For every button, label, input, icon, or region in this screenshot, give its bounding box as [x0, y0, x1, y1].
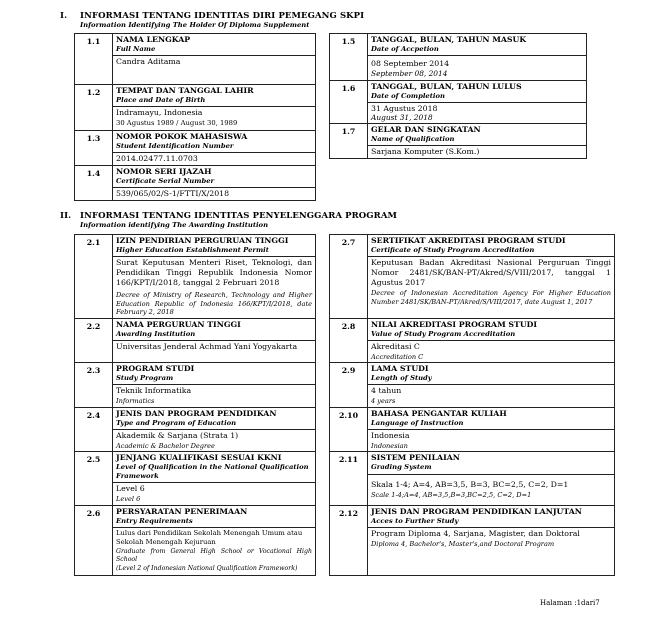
table-row	[330, 80, 587, 124]
field-value-en: Decree of Ministry of Research, Technology and Higher Education Republic of Indonesia 166/KPT/I/2018, date February 2, 2018	[116, 291, 312, 316]
item-number: 2.3	[75, 363, 113, 408]
field-value: Skala 1-4; A=4, AB=3,5, B=3, BC=2,5, C=2, D=1	[371, 480, 569, 489]
field-label-en: Value of Study Program Accreditation	[368, 330, 614, 341]
field-label-en: Certificate Serial Number	[113, 177, 315, 188]
field-value: Program Diploma 4, Sarjana, Magister, dan Doktoral	[371, 528, 580, 538]
section-2-title: II. INFORMASI TENTANG IDENTITAS PENYELENGGARA PROGRAM	[60, 211, 398, 221]
item-number: 2.6	[75, 505, 113, 575]
field-value-en: Diploma 4, Bachelor's, Master's,and Doctoral Program	[371, 539, 555, 548]
field-label-en: Place and Date of Birth	[113, 96, 315, 107]
field-label-en: Language of Instruction	[368, 419, 614, 430]
column-gap	[316, 505, 330, 575]
field-value: Indonesia	[371, 430, 410, 440]
field-label: NAMA PERGURUAN TINGGI	[116, 319, 241, 329]
field-qualification-name	[368, 124, 587, 159]
section-1-number: I.	[60, 11, 68, 21]
column-gap	[316, 318, 330, 363]
field-label: JENIS DAN PROGRAM PENDIDIKAN LANJUTAN	[371, 506, 582, 516]
field-label-en: Acces to Further Study	[368, 517, 614, 528]
field-value-secondary: 30 Agustus 1989 / August 30, 1989	[116, 119, 238, 127]
item-number: 2.10	[330, 407, 368, 452]
field-value: Universitas Jenderal Achmad Yani Yogyakarta	[116, 341, 298, 351]
table-row	[75, 318, 615, 363]
section-1-subtitle: Information Identifying The Holder Of Diploma Supplement	[80, 21, 310, 29]
table-row	[75, 131, 316, 166]
field-value-en: Level 6	[116, 495, 141, 503]
field-value: 4 tahun	[371, 386, 402, 395]
item-number: 1.2	[75, 85, 113, 131]
field-value: 539/065/02/S-1/FTTI/X/2018	[116, 189, 230, 198]
field-label-en: Grading System	[368, 463, 614, 475]
table-row	[330, 124, 587, 159]
table-row	[75, 34, 316, 85]
section-1-title: I. INFORMASI TENTANG IDENTITAS DIRI PEMEGANG SKPI	[60, 11, 365, 21]
field-label: JENIS DAN PROGRAM PENDIDIKAN	[116, 408, 277, 418]
field-full-name	[113, 34, 316, 85]
section-2-subtitle: Information identifying The Awarding Institution	[80, 221, 269, 229]
item-number: 1.3	[75, 131, 113, 166]
field-entry-requirements	[113, 505, 316, 575]
table-row	[75, 235, 615, 319]
field-label: JENJANG KUALIFIKASI SESUAI KKNI	[116, 453, 282, 462]
field-label: NOMOR POKOK MAHASISWA	[116, 132, 248, 141]
field-grading-system	[368, 452, 615, 506]
field-label-en: Level of Qualification in the National Qualification Framework	[113, 463, 315, 483]
field-language-of-instruction	[368, 407, 615, 452]
item-number: 2.1	[75, 235, 113, 319]
field-value: Surat Keputusan Menteri Riset, Teknologi, dan Pendidikan Tinggi Republik Indonesia Nomor 166/KPT/I/2018, tanggal 2 Februari 2018	[116, 258, 312, 287]
item-number: 1.4	[75, 166, 113, 201]
field-establishment-permit	[113, 235, 316, 319]
item-number: 2.4	[75, 407, 113, 452]
item-number: 1.5	[330, 34, 368, 81]
item-number: 1.1	[75, 34, 113, 85]
field-place-date-of-birth	[113, 85, 316, 131]
field-label-en: Full Name	[113, 45, 315, 56]
field-certificate-serial	[113, 166, 316, 201]
institution-info-table	[74, 234, 615, 576]
field-label-en: Student Identification Number	[113, 142, 315, 153]
field-label: BAHASA PENGANTAR KULIAH	[371, 408, 507, 418]
field-accreditation-certificate	[368, 235, 615, 319]
item-number: 2.8	[330, 318, 368, 363]
field-value-en: Graduate from General High School or Vocational High School	[116, 547, 312, 563]
field-label-en: Date of Completion	[368, 92, 586, 103]
field-value: 2014.02477.11.0703	[116, 154, 198, 163]
field-label-en: Name of Qualification	[368, 135, 586, 146]
field-value: Akreditasi C	[371, 341, 420, 351]
table-row	[75, 452, 615, 506]
item-number: 1.6	[330, 80, 368, 124]
item-number: 2.9	[330, 363, 368, 408]
field-date-of-acceptance	[368, 34, 587, 81]
table-row	[75, 85, 316, 131]
field-label: NAMA LENGKAP	[116, 35, 191, 44]
column-gap	[316, 452, 330, 506]
field-value: 31 Agustus 2018	[371, 103, 438, 113]
field-kkni-level	[113, 452, 316, 506]
field-label: IZIN PENDIRIAN PERGURUAN TINGGI	[116, 236, 289, 245]
field-value: Candra Aditama	[116, 57, 181, 66]
section-2-number: II.	[60, 211, 72, 221]
field-label-en: Awarding Institution	[113, 330, 315, 341]
field-value: Sarjana Komputer (S.Kom.)	[371, 147, 480, 156]
field-date-of-completion	[368, 80, 587, 124]
field-value-en: Informatics	[116, 397, 155, 405]
table-row	[75, 166, 316, 201]
item-number: 2.2	[75, 318, 113, 363]
field-awarding-institution	[113, 318, 316, 363]
field-label: TEMPAT DAN TANGGAL LAHIR	[116, 86, 254, 95]
field-label-en: Study Program	[113, 374, 315, 385]
field-label-en: Date of Accpetion	[368, 45, 586, 56]
field-length-of-study	[368, 363, 615, 408]
field-value: Keputusan Badan Akreditasi Nasional Perguruan Tinggi Nomor 2481/SK/BAN-PT/Akred/S/VIII/2017, tanggal 1 Agustus 2017	[371, 258, 611, 287]
holder-info-left-table	[74, 33, 316, 201]
table-row	[75, 407, 615, 452]
field-value-en: Academic & Bachelor Degree	[116, 441, 215, 450]
field-label: TANGGAL, BULAN, TAHUN LULUS	[371, 81, 522, 91]
field-accreditation-value	[368, 318, 615, 363]
field-value: Indramayu, Indonesia	[116, 108, 203, 117]
field-value: 08 September 2014	[371, 59, 450, 68]
item-number: 2.5	[75, 452, 113, 506]
field-label: PERSYARATAN PENERIMAAN	[116, 506, 248, 516]
field-label-en: Type and Program of Education	[113, 419, 315, 430]
item-number: 2.7	[330, 235, 368, 319]
holder-info-right-table	[329, 33, 587, 159]
field-label-en: Length of Study	[368, 374, 614, 385]
field-label: SERTIFIKAT AKREDITASI PROGRAM STUDI	[371, 236, 566, 245]
field-label-en: Entry Requirements	[113, 517, 315, 528]
field-value-en: 4 years	[371, 397, 396, 405]
field-value: Teknik Informatika	[116, 386, 192, 395]
column-gap	[316, 235, 330, 319]
column-gap	[316, 407, 330, 452]
field-value-en: September 08, 2014	[371, 69, 448, 78]
field-student-id	[113, 131, 316, 166]
field-value-en: August 31, 2018	[371, 112, 433, 122]
field-label: GELAR DAN SINGKATAN	[371, 125, 481, 134]
item-number: 2.11	[330, 452, 368, 506]
field-label: NILAI AKREDITASI PROGRAM STUDI	[371, 319, 538, 329]
table-row	[330, 34, 587, 81]
field-value-en: Indonesian	[371, 441, 408, 450]
field-value: Level 6	[116, 484, 145, 493]
field-value-en: Scale 1-4;A=4, AB=3,5,B=3,BC=2,5, C=2, D=1	[371, 491, 532, 499]
field-value-en: Accreditation C	[371, 352, 424, 361]
field-label: LAMA STUDI	[371, 364, 429, 373]
field-further-study	[368, 505, 615, 575]
page-number: Halaman :1dari7	[540, 599, 600, 607]
field-value-en: Decree of Indonesian Accreditation Agency For Higher Education Number 2481/SK/BAN-PT/Akred/S/VIII/2017, date August 1, 2017	[371, 289, 611, 306]
table-row	[75, 363, 615, 408]
item-number: 2.12	[330, 505, 368, 575]
field-value: Lulus dari Pendidikan Sekolah Menengah Umum atau Sekolah Menengah Kejuruan	[116, 528, 303, 546]
column-gap	[316, 363, 330, 408]
field-label: PROGRAM STUDI	[116, 364, 195, 373]
field-study-program	[113, 363, 316, 408]
field-value-note: (Level 2 of Indonesian National Qualification Framework)	[116, 564, 298, 572]
field-label: TANGGAL, BULAN, TAHUN MASUK	[371, 35, 527, 44]
table-row	[75, 505, 615, 575]
field-label: SISTEM PENILAIAN	[371, 453, 460, 462]
field-label-en: Certificate of Study Program Accreditation	[368, 246, 614, 257]
field-label-en: Higher Education Establishment Permit	[113, 246, 315, 257]
field-type-of-education	[113, 407, 316, 452]
field-value: Akademik & Sarjana (Strata 1)	[116, 430, 239, 440]
field-label: NOMOR SERI IJAZAH	[116, 167, 212, 176]
item-number: 1.7	[330, 124, 368, 159]
